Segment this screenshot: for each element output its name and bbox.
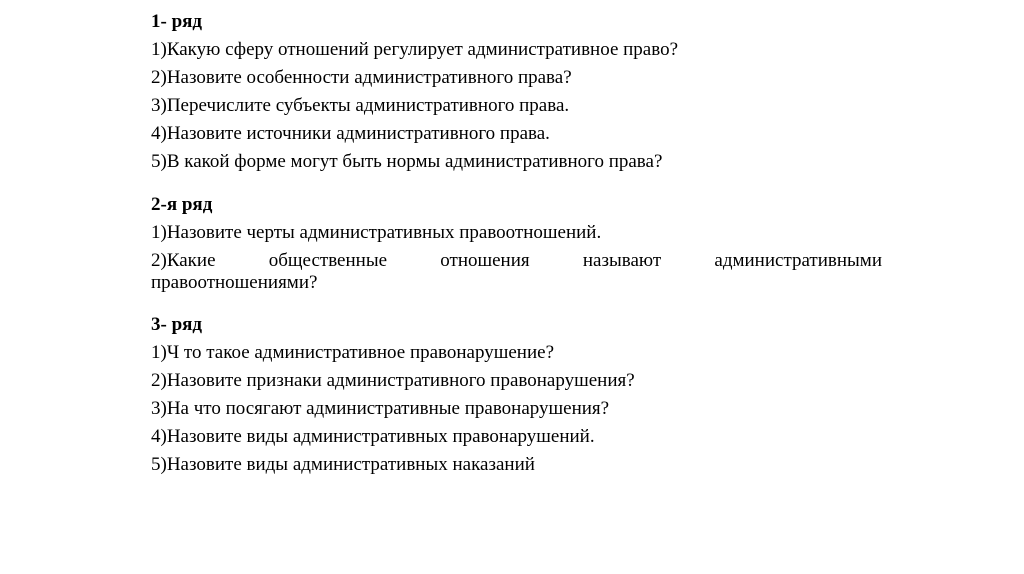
document-content [151, 11, 882, 482]
question-line: правоотношениями? [151, 272, 318, 293]
question-item: 4)Назовите виды административных правонарушений. [151, 426, 595, 447]
question-item [151, 250, 882, 294]
question-item: 5)В какой форме могут быть нормы административного права? [151, 151, 663, 172]
section-2 [151, 194, 882, 294]
question-item: 1)Ч то такое административное правонарушение? [151, 342, 554, 363]
section-heading: 1- ряд [151, 11, 203, 32]
section-1 [151, 11, 882, 173]
question-line: 2)Какие общественные отношения называют административными [151, 250, 882, 271]
question-item: 2)Назовите признаки административного правонарушения? [151, 370, 635, 391]
question-item: 3)На что посягают административные правонарушения? [151, 398, 610, 419]
question-item: 2)Назовите особенности административного права? [151, 67, 572, 88]
section-3 [151, 314, 882, 476]
question-item: 3)Перечислите субъекты административного права. [151, 95, 570, 116]
question-item: 5)Назовите виды административных наказаний [151, 454, 535, 475]
section-heading: 2-я ряд [151, 194, 213, 215]
question-item: 1)Какую сферу отношений регулирует административное право? [151, 39, 678, 60]
question-item: 4)Назовите источники административного права. [151, 123, 550, 144]
question-item: 1)Назовите черты административных правоотношений. [151, 222, 602, 243]
section-heading: 3- ряд [151, 314, 203, 335]
